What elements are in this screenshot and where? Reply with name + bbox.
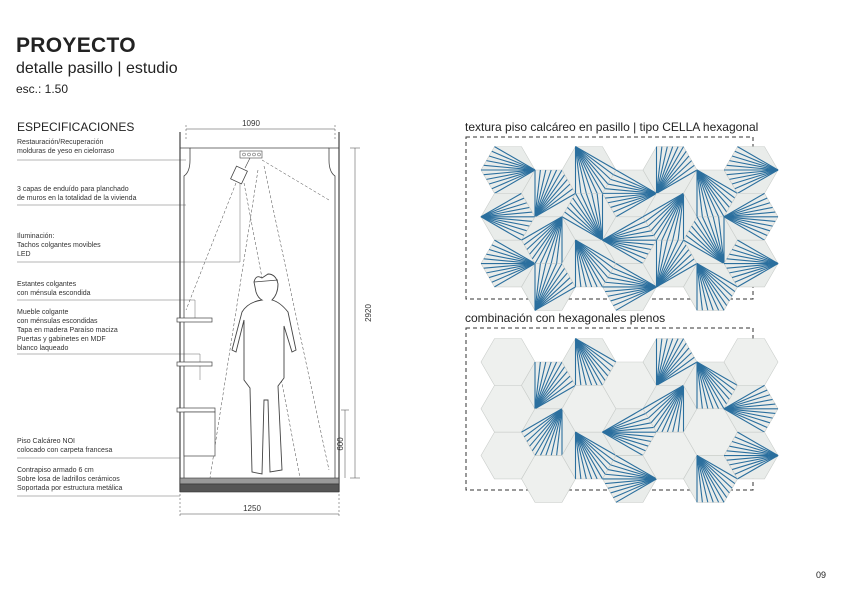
- page-subtitle: detalle pasillo | estudio: [16, 60, 178, 77]
- spec-item-ceiling: Restauración/Recuperación molduras de yeso en cielorraso: [17, 139, 115, 155]
- tile-combination-heading: combinación con hexagonales plenos: [465, 311, 666, 325]
- specifications-heading: ESPECIFICACIONES: [17, 120, 135, 134]
- page-title: PROYECTO: [16, 34, 136, 57]
- drawing-scale: esc.: 1.50: [16, 82, 69, 96]
- spec-item-lighting: Iluminación: Tachos colgantes movibles LED: [17, 233, 101, 258]
- spec-item-floor: Piso Calcáreo NOI colocado con carpeta francesa: [17, 438, 113, 454]
- page-number: 09: [816, 570, 827, 580]
- tile-pattern-combination: [481, 339, 778, 503]
- dimension-bottom-width: 1250: [243, 504, 261, 513]
- spec-item-shelves: Estantes colgantes con ménsula escondida: [17, 281, 91, 297]
- spec-item-walls: 3 capas de enduído para planchado de muros en la totalidad de la vivienda: [17, 186, 137, 202]
- spec-item-furniture: Mueble colgante con ménsulas escondidas Tapa en madera Paraíso maciza Puertas y gabinetes en MDF blanco laqueado: [17, 309, 118, 352]
- tile-texture-heading: textura piso calcáreo en pasillo | tipo CELLA hexagonal: [465, 120, 759, 134]
- tile-pattern-all-patterned: [481, 147, 778, 311]
- dimension-top-width: 1090: [242, 119, 260, 128]
- dimension-furniture-height: 600: [336, 437, 345, 451]
- spec-item-subfloor: Contrapiso armado 6 cm Sobre losa de ladrillos cerámicos Soportada por estructura metálica: [17, 467, 123, 492]
- dimension-height: 2920: [364, 304, 373, 322]
